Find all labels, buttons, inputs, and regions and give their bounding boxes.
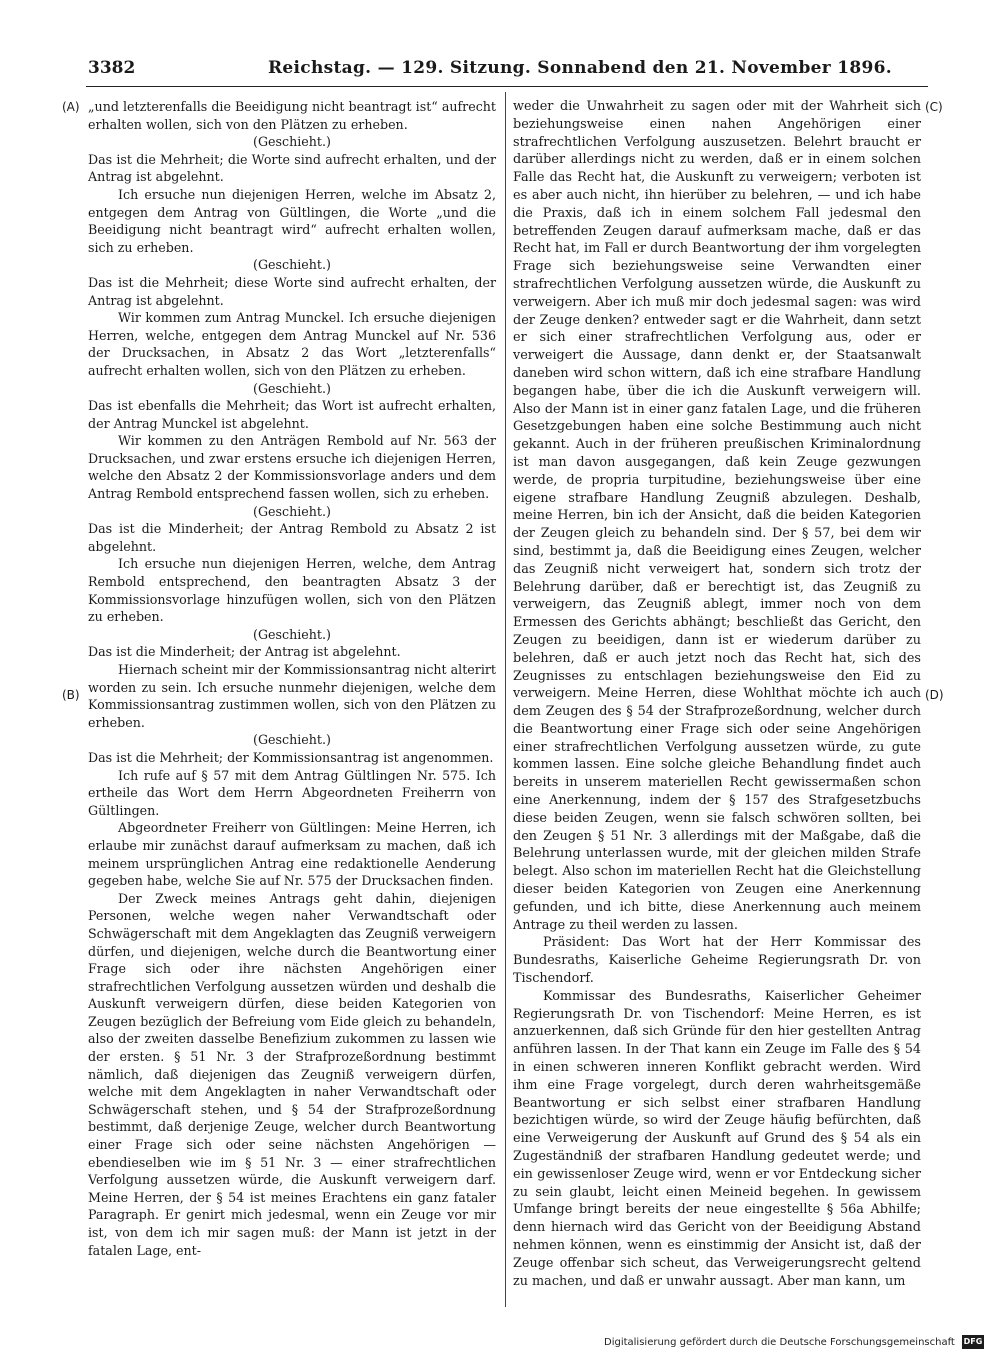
stage-note: (Geschieht.) — [253, 503, 331, 519]
footer-credit: Digitalisierung gefördert durch die Deutsche Forschungsgemeinschaft — [604, 1337, 955, 1348]
paragraph: Das ist die Minderheit; der Antrag Rembold zu Absatz 2 ist abgelehnt. — [88, 521, 496, 554]
margin-mark-a: (A) — [62, 100, 80, 114]
paragraph: Hiernach scheint mir der Kommissionsantrag nicht alterirt worden zu sein. Ich ersuche nunmehr diejenigen, welche dem Kommissionsantrag zustimmen wollen, sich von den Plätzen zu erheben. — [88, 662, 496, 730]
paragraph: Ich rufe auf § 57 mit dem Antrag Gültlingen Nr. 575. Ich ertheile das Wort dem Herrn Abgeordneten Freiherrn von Gültlingen. — [88, 767, 496, 818]
running-title: Reichstag. — 129. Sitzung. Sonnabend den 21. November 1896. — [268, 58, 892, 78]
column-divider — [505, 92, 506, 1307]
paragraph: Wir kommen zum Antrag Munckel. Ich ersuche diejenigen Herren, welche, entgegen dem Antrag Munckel auf Nr. 536 der Drucksachen, in Absatz 2 das Wort „letzterenfalls“ aufrecht erhalten wollen, sich von den Plätzen zu erheben. — [88, 310, 496, 378]
right-column — [513, 98, 921, 1290]
paragraph: Das ist die Minderheit; der Antrag ist abgelehnt. — [88, 644, 401, 660]
page-number: 3382 — [88, 58, 136, 78]
paragraph: „und letzterenfalls die Beeidigung nicht beantragt ist“ aufrecht erhalten wollen, sich von den Plätzen zu erheben. — [88, 99, 496, 132]
left-column — [88, 98, 496, 1259]
paragraph: Der Zweck meines Antrags geht dahin, diejenigen Personen, welche wegen naher Verwandtschaft oder Schwägerschaft mit dem Angeklagten das Zeugniß verweigern dürfen, und diejenigen, welche durch die Beantwortung einer Frage sich oder ihre nächsten Angehörigen einer strafrechtlichen Verfolgung aussetzen würden und deshalb die Auskunft verweigern dürfen, diese beiden Kategorien von Zeugen bezüglich der Befreiung vom Eide gleich zu behandeln, also der zweiten dasselbe Benefizium zukommen zu lassen wie der ersten. § 51 Nr. 3 der Strafprozeßordnung bestimmt nämlich, daß diejenigen das Zeugniß verweigern dürfen, welche mit dem Angeklagten in naher Verwandtschaft oder Schwägerschaft stehen, und § 54 der Strafprozeßordnung bestimmt, daß derjenige Zeuge, welcher durch Beantwortung einer Frage sich oder seine nächsten Angehörigen — ebendieselben wie im § 51 Nr. 3 — einer strafrechtlichen Verfolgung aussetzen würde, die Auskunft verweigern darf. Meine Herren, der § 54 ist meines Erachtens ein ganz fataler Paragraph. Er genirt mich jedesmal, wenn ein Zeuge vor mir ist, von dem ich mir sagen muß: der Mann ist jetzt in der fatalen Lage, ent- — [88, 890, 496, 1258]
stage-note: (Geschieht.) — [253, 134, 331, 150]
paragraph: Das ist die Mehrheit; die Worte sind aufrecht erhalten, und der Antrag ist abgelehnt. — [88, 151, 496, 185]
speech-president: Präsident: Das Wort hat der Herr Kommissar des Bundesraths, Kaiserliche Geheime Regierungsrath Dr. von Tischendorf. — [513, 935, 921, 987]
header-rule — [86, 86, 928, 87]
footer — [604, 1336, 984, 1350]
speech-tischendorf: Kommissar des Bundesraths, Kaiserlicher Geheimer Regierungsrath Dr. von Tischendorf: Meine Herren, es ist anzuerkennen, daß sich Gründe für den hier gestellten Antrag anführen lassen. In der That kann ein Zeuge im Falle des § 54 in einen schweren inneren Konflikt gebracht werden. Wird ihm eine Frage vorgelegt, durch deren wahrheitsgemäße Beantwortung er sich selbst einer strafbaren Handlung bezichtigen würde, so wird der Zeuge häufig befürchten, daß eine Verweigerung der Auskunft auf Grund des § 54 als ein Zugeständniß der strafbaren Handlung gedeutet werde; und ein gewissenloser Zeuge wird, wenn er vor Entdeckung sicher zu sein glaubt, leicht einen Meineid begehen. In gewissem Umfange bringt bereits der neue eingestellte § 56a Abhilfe; denn hiernach wird das Gericht von der Beeidigung Abstand nehmen können, wenn es einstimmig der Ansicht ist, daß der Zeuge offenbar sich scheut, das Verweigerungsrecht geltend zu machen, und daß er unwahr aussagt. Aber man kann, um — [513, 988, 921, 1289]
speech-gueltlingen: Abgeordneter Freiherr von Gültlingen: Meine Herren, ich erlaube mir zunächst darauf aufmerksam zu machen, daß ich meinem ursprünglichen Antrag eine redaktionelle Aenderung gegeben habe, welche Sie auf Nr. 575 der Drucksachen finden. — [88, 820, 496, 889]
dfg-logo: DFG — [962, 1335, 984, 1349]
margin-mark-c: (C) — [925, 100, 943, 114]
paragraph: Das ist die Mehrheit; diese Worte sind aufrecht erhalten, der Antrag ist abgelehnt. — [88, 274, 496, 308]
stage-note: (Geschieht.) — [253, 380, 331, 396]
page-header — [88, 58, 924, 84]
stage-note: (Geschieht.) — [253, 732, 331, 748]
stage-note: (Geschieht.) — [253, 626, 331, 642]
stage-note: (Geschieht.) — [253, 257, 331, 273]
margin-mark-b: (B) — [62, 688, 80, 702]
paragraph: weder die Unwahrheit zu sagen oder mit der Wahrheit sich beziehungsweise einen nahen Angehörigen einer strafrechtlichen Verfolgung auszusetzen. Belehrt braucht er darüber allerdings nicht zu werden, daß er in einem solchen Falle das Recht hat, die Auskunft zu verweigern; verboten ist es aber auch nicht, ihn hierüber zu belehren, — und ich habe die Praxis, daß ich in einem solchem Fall jedesmal den betreffenden Zeugen darauf aufmerksam mache, daß er das Recht hat, im Fall er durch Beantwortung der ihm vorgelegten Frage sich beziehungsweise seine Verwandten einer strafrechtlichen Verfolgung aussetzen würde, die Auskunft zu verweigern. Aber ich muß mir doch jedesmal sagen: was wird der Zeuge denken? entweder sagt er die Wahrheit, dann setzt er sich einer strafrechtlichen Verfolgung aus, oder er verweigert die Aussage, dann denkt er, der Staatsanwalt daneben wird schon wittern, daß ich eine strafbare Handlung begangen habe, über die ich die Auskunft verweigern will. Also der Mann ist in einer ganz fatalen Lage, und die früheren Gesetzgebungen haben eine solche Bestimmung auch nicht gekannt. Auch in der früheren preußischen Kriminalordnung ist man davon ausgegangen, daß kein Zeuge gezwungen werde, de propria turpitudine, beziehungsweise über eine eigene strafbare Handlung Zeugniß abzulegen. Deshalb, meine Herren, bin ich der Ansicht, daß die beiden Kategorien der Zeugen gleich zu behandeln sind. Der § 57, bei dem wir sind, bestimmt ja, daß die Beeidigung eines Zeugen, welcher das Zeugniß nicht verweigert hat, sondern sich trotz der Belehrung darüber, daß er berechtigt ist, das Zeugniß zu verweigern, das Zeugniß ablegt, immer noch von dem Ermessen des Gerichts abhängt; beschließt das Gericht, den Zeugen zu beeidigen, dann ist er wiederum darüber zu belehren, daß er auch jetzt noch das Recht hat, sich des Zeugnisses zu entschlagen beziehungsweise den Eid zu verweigern. Meine Herren, diese Wohlthat möchte ich auch dem Zeugen des § 54 der Strafprozeßordnung, welcher durch die Beantwortung einer Frage sich oder seine Angehörigen einer strafrechtlichen Verfolgung aussetzen würde, zu gute kommen lassen. Eine solche gleiche Behandlung findet auch bereits in unserem materiellen Recht gewissermaßen schon eine Anerkennung, indem der § 157 des Strafgesetzbuchs diese beiden Zeugen, wenn sie falsch schwören sollten, bei den Zeugen § 51 Nr. 3 allerdings mit der Maßgabe, daß die Belehrung unterlassen wurde, mit der gleichen milden Strafe belegt. Also schon im materiellen Recht hat die Gleichstellung dieser beiden Kategorien von Zeugen eine Anerkennung gefunden, und ich bitte, diese Anerkennung auch meinem Antrage zu theil werden zu lassen. — [513, 99, 921, 933]
paragraph: Das ist ebenfalls die Mehrheit; das Wort ist aufrecht erhalten, der Antrag Munckel ist abgelehnt. — [88, 398, 496, 431]
paragraph: Wir kommen zu den Anträgen Rembold auf Nr. 563 der Drucksachen, und zwar erstens ersuche ich diejenigen Herren, welche den Absatz 2 der Kommissionsvorlage anders und dem Antrag Rembold entsprechend fassen wollen, sich zu erheben. — [88, 433, 496, 502]
paragraph: Ich ersuche nun diejenigen Herren, welche im Absatz 2, entgegen dem Antrag von Gültlingen, die Worte „und die Beeidigung nicht beantragt wird“ aufrecht erhalten wollen, sich zu erheben. — [88, 186, 496, 255]
paragraph: Das ist die Mehrheit; der Kommissionsantrag ist angenommen. — [88, 749, 494, 765]
paragraph: Ich ersuche nun diejenigen Herren, welche, dem Antrag Rembold entsprechend, den beantragten Absatz 3 der Kommissionsvorlage hinzufügen wollen, sich von den Plätzen zu erheben. — [88, 556, 496, 625]
margin-mark-d: (D) — [925, 688, 944, 702]
